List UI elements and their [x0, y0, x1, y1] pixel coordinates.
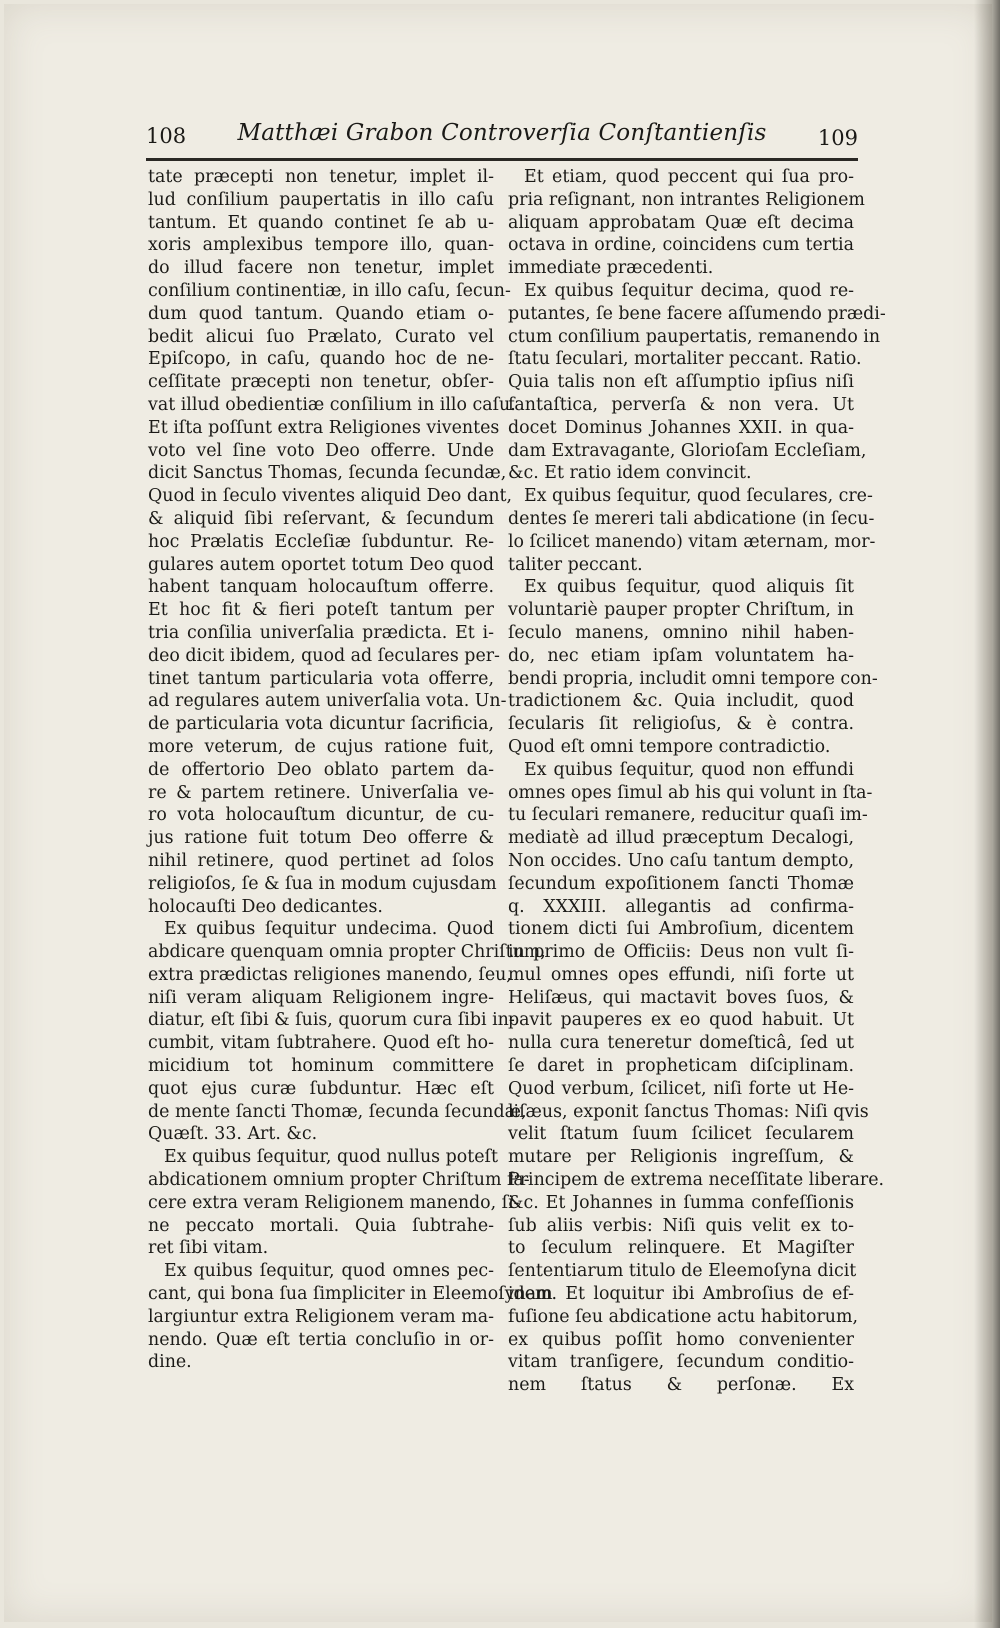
text-line: Et etiam, quod peccent qui ſua pro- — [524, 167, 854, 187]
text-line: fuſione ſeu abdicatione actu habitorum, — [508, 1306, 859, 1327]
text-line: Quod eſt omni tempore contradictio. — [508, 736, 831, 757]
right-text-column — [508, 166, 886, 1397]
text-line: abdicationem omnium propter Chriſtum fa- — [148, 1170, 530, 1191]
text-line: do, nec etiam ipſam voluntatem ha- — [508, 645, 854, 666]
text-line: tantum. Et quando continet ſe ab u- — [148, 212, 494, 233]
text-line: diatur, eſt ſibi & ſuis, quorum cura ſibi in- — [148, 1010, 515, 1031]
text-line: lo ſcilicet manendo) vitam æternam, mor- — [508, 531, 876, 552]
text-line: q. XXXIII. allegantis ad confirma- — [508, 896, 854, 917]
text-line: voto vel ſine voto Deo offerre. Unde — [148, 440, 494, 461]
text-line: nulla cura teneretur domeſticâ, ſed ut — [508, 1033, 854, 1054]
text-line: cant, qui bona ſua ſimpliciter in Eleemoſynam — [148, 1284, 553, 1305]
text-line: ſtatu ſeculari, mortaliter peccant. Ratio. — [508, 349, 862, 370]
text-line: Heliſæus, qui mactavit boves ſuos, & — [508, 987, 854, 1008]
text-line: in primo de Officiis: Deus non vult ſi- — [508, 942, 854, 963]
text-line: pavit pauperes ex eo quod habuit. Ut — [508, 1010, 854, 1031]
text-line: dine. — [148, 1352, 192, 1373]
text-line: dentes ſe mereri tali abdicatione (in ſecu- — [508, 508, 875, 529]
text-line: niſi veram aliquam Religionem ingre- — [148, 987, 494, 1008]
text-line: aliquam approbatam Quæ eſt decima — [508, 212, 854, 233]
text-line: &c. Et ratio idem convincit. — [508, 463, 752, 484]
text-line: tinet tantum particularia vota offerre, — [148, 668, 494, 689]
text-line: ctum conſilium paupertatis, remanendo in — [508, 326, 881, 347]
text-line: abdicare quenquam omnia propter Chriſtum, — [148, 942, 546, 963]
text-line: mul omnes opes effundi, niſi forte ut — [508, 964, 854, 985]
page-number-left: 108 — [146, 124, 187, 148]
text-line: dicit Sanctus Thomas, ſecunda ſecundæ, — [148, 463, 507, 484]
text-line: nem ſtatus & perſonæ. Ex — [508, 1375, 854, 1396]
text-line: docet Dominus Johannes XXII. in qua- — [508, 417, 854, 438]
text-line: taliter peccant. — [508, 554, 643, 575]
text-line: ſententiarum titulo de Eleemoſyna dicit — [508, 1261, 857, 1282]
text-line: more veterum, de cujus ratione fuit, — [148, 736, 494, 757]
text-line: xoris amplexibus tempore illo, quan- — [148, 235, 494, 256]
text-line: Quod verbum, ſcilicet, niſi forte ut He- — [508, 1078, 854, 1099]
text-line: Quia talis non eſt aſſumptio ipſius niſi — [508, 372, 854, 393]
text-line: extra prædictas religiones manendo, ſeu, — [148, 964, 512, 985]
text-line: Quod in ſeculo viventes aliquid Deo dant, — [148, 486, 513, 507]
text-line: fantaſtica, perverſa & non vera. Ut — [508, 394, 854, 415]
page-edge-shadow — [974, 0, 1000, 1628]
text-line: Ex quibus ſequitur, quod omnes pec- — [164, 1261, 494, 1282]
text-line: gulares autem oportet totum Deo quod — [148, 554, 494, 575]
text-line: holocauſti Deo dedicantes. — [148, 896, 383, 917]
text-line: &c. Et Johannes in ſumma confeſſionis — [508, 1192, 854, 1213]
text-line: nendo. Quæ eſt tertia concluſio in or- — [148, 1329, 494, 1350]
text-line: vitam tranſigere, ſecundum conditio- — [508, 1352, 854, 1373]
text-line: Et hoc fit & fieri poteſt tantum per — [148, 600, 494, 621]
text-line: cumbit, vitam ſubtrahere. Quod eſt ho- — [148, 1033, 494, 1054]
text-line: Quæſt. 33. Art. &c. — [148, 1124, 318, 1145]
header-rule — [146, 158, 858, 161]
text-line: vat illud obedientiæ conſilium in illo caſu. — [148, 394, 516, 415]
text-line: do illud facere non tenetur, implet — [148, 258, 494, 279]
text-line: hoc Prælatis Eccleſiæ ſubduntur. Re- — [148, 531, 494, 552]
text-line: ex quibus poſſit homo convenienter — [508, 1329, 854, 1350]
text-line: dam Extravagante, Glorioſam Eccleſiam, — [508, 440, 867, 461]
text-line: ſecundum expoſitionem ſancti Thomæ — [508, 873, 854, 894]
running-title: Matthæi Grabon Controverſia Conſtantienſis — [237, 120, 767, 146]
text-line: Ex quibus ſequitur, quod ſeculares, cre- — [524, 486, 873, 507]
text-line: ret ſibi vitam. — [148, 1238, 269, 1259]
text-line: largiuntur extra Religionem veram ma- — [148, 1306, 494, 1327]
text-line: pria reſignant, non intrantes Religionem — [508, 189, 865, 210]
text-line: tate præcepti non tenetur, implet il- — [148, 167, 494, 187]
text-line: ne peccato mortali. Quia ſubtrahe- — [148, 1215, 494, 1236]
text-line: Ex quibus ſequitur, quod nullus poteſt — [164, 1147, 498, 1168]
text-line: de offertorio Deo oblato partem da- — [148, 759, 494, 780]
text-line: Ex quibus ſequitur, quod non effundi — [524, 759, 854, 780]
text-line: ro vota holocauſtum dicuntur, de cu- — [148, 805, 494, 826]
text-line: deo dicit ibidem, quod ad ſeculares per- — [148, 645, 500, 666]
text-line: Ex quibus ſequitur, quod aliquis ſit — [524, 577, 854, 598]
text-line: de particularia vota dicuntur ſacrificia, — [148, 714, 494, 735]
text-line: Non occides. Uno caſu tantum dempto, — [508, 850, 854, 871]
text-line: quot ejus curæ ſubduntur. Hæc eſt — [148, 1078, 494, 1099]
text-line: velit ſtatum ſuum ſcilicet ſecularem — [508, 1124, 854, 1145]
page-header — [146, 120, 858, 160]
text-line: religioſos, ſe & ſua in modum cujusdam — [148, 873, 497, 894]
text-line: tionem dicti ſui Ambroſium, dicentem — [508, 919, 854, 940]
text-line: omnes opes ſimul ab his qui volunt in ſta- — [508, 782, 873, 803]
text-line: liſæus, exponit ſanctus Thomas: Niſi qvis — [508, 1101, 869, 1122]
text-line: habent tanquam holocauſtum offerre. — [148, 577, 494, 598]
text-line: ſe daret in propheticam diſciplinam. — [508, 1056, 854, 1077]
text-line: nihil retinere, quod pertinet ad ſolos — [148, 850, 494, 871]
text-line: cere extra veram Religionem manendo, ſi- — [148, 1192, 520, 1213]
text-line: micidium tot hominum committere — [148, 1056, 494, 1077]
text-line: & aliquid ſibi reſervant, & ſecundum — [148, 508, 494, 529]
text-line: Epiſcopo, in caſu, quando hoc de ne- — [148, 349, 494, 370]
text-line: ſecularis ſit religioſus, & è contra. — [508, 714, 854, 735]
text-line: ſub aliis verbis: Niſi quis velit ex to- — [508, 1215, 854, 1236]
left-text-column — [148, 166, 553, 1374]
text-line: bedit alicui ſuo Prælato, Curato vel — [148, 326, 494, 347]
text-line: octava in ordine, coincidens cum tertia — [508, 235, 854, 256]
text-line: putantes, ſe bene facere aſſumendo prædi- — [508, 303, 886, 324]
text-line: voluntariè pauper propter Chriſtum, in — [508, 600, 854, 621]
text-line: ad regulares autem univerſalia vota. Un- — [148, 691, 507, 712]
text-line: bendi propria, includit omni tempore con- — [508, 668, 878, 689]
text-line: immediate præcedenti. — [508, 258, 714, 279]
text-line: re & partem retinere. Univerſalia ve- — [148, 782, 494, 803]
text-line: lud conſilium paupertatis in illo caſu — [148, 189, 494, 210]
text-line: jus ratione fuit totum Deo offerre & — [148, 828, 494, 849]
text-line: tria conſilia univerſalia prædicta. Et i- — [148, 622, 494, 643]
text-line: tu ſeculari remanere, reducitur quaſi im- — [508, 805, 868, 826]
text-line: dum quod tantum. Quando etiam o- — [148, 303, 494, 324]
text-line: tradictionem &c. Quia includit, quod — [508, 691, 854, 712]
text-line: Et iſta poſſunt extra Religiones viventes — [148, 417, 500, 438]
text-line: de mente ſancti Thomæ, ſecunda ſecundæ, — [148, 1101, 527, 1122]
text-line: mutare per Religionis ingreſſum, & — [508, 1147, 854, 1168]
text-line: Ex quibus ſequitur decima, quod re- — [524, 280, 854, 301]
text-line: idem. Et loquitur ibi Ambroſius de ef- — [508, 1284, 854, 1305]
text-line: Ex quibus ſequitur undecima. Quod — [164, 919, 494, 940]
text-line: ceſſitate præcepti non tenetur, obſer- — [148, 372, 494, 393]
text-line: conſilium continentiæ, in illo caſu, ſecun- — [148, 280, 511, 301]
page-number-right: 109 — [817, 126, 858, 150]
text-line: mediatè ad illud præceptum Decalogi, — [508, 828, 854, 849]
text-line: ſeculo manens, omnino nihil haben- — [508, 622, 854, 643]
text-line: Principem de extrema neceſſitate liberare. — [508, 1170, 885, 1191]
text-line: to ſeculum relinquere. Et Magiſter — [508, 1238, 854, 1259]
